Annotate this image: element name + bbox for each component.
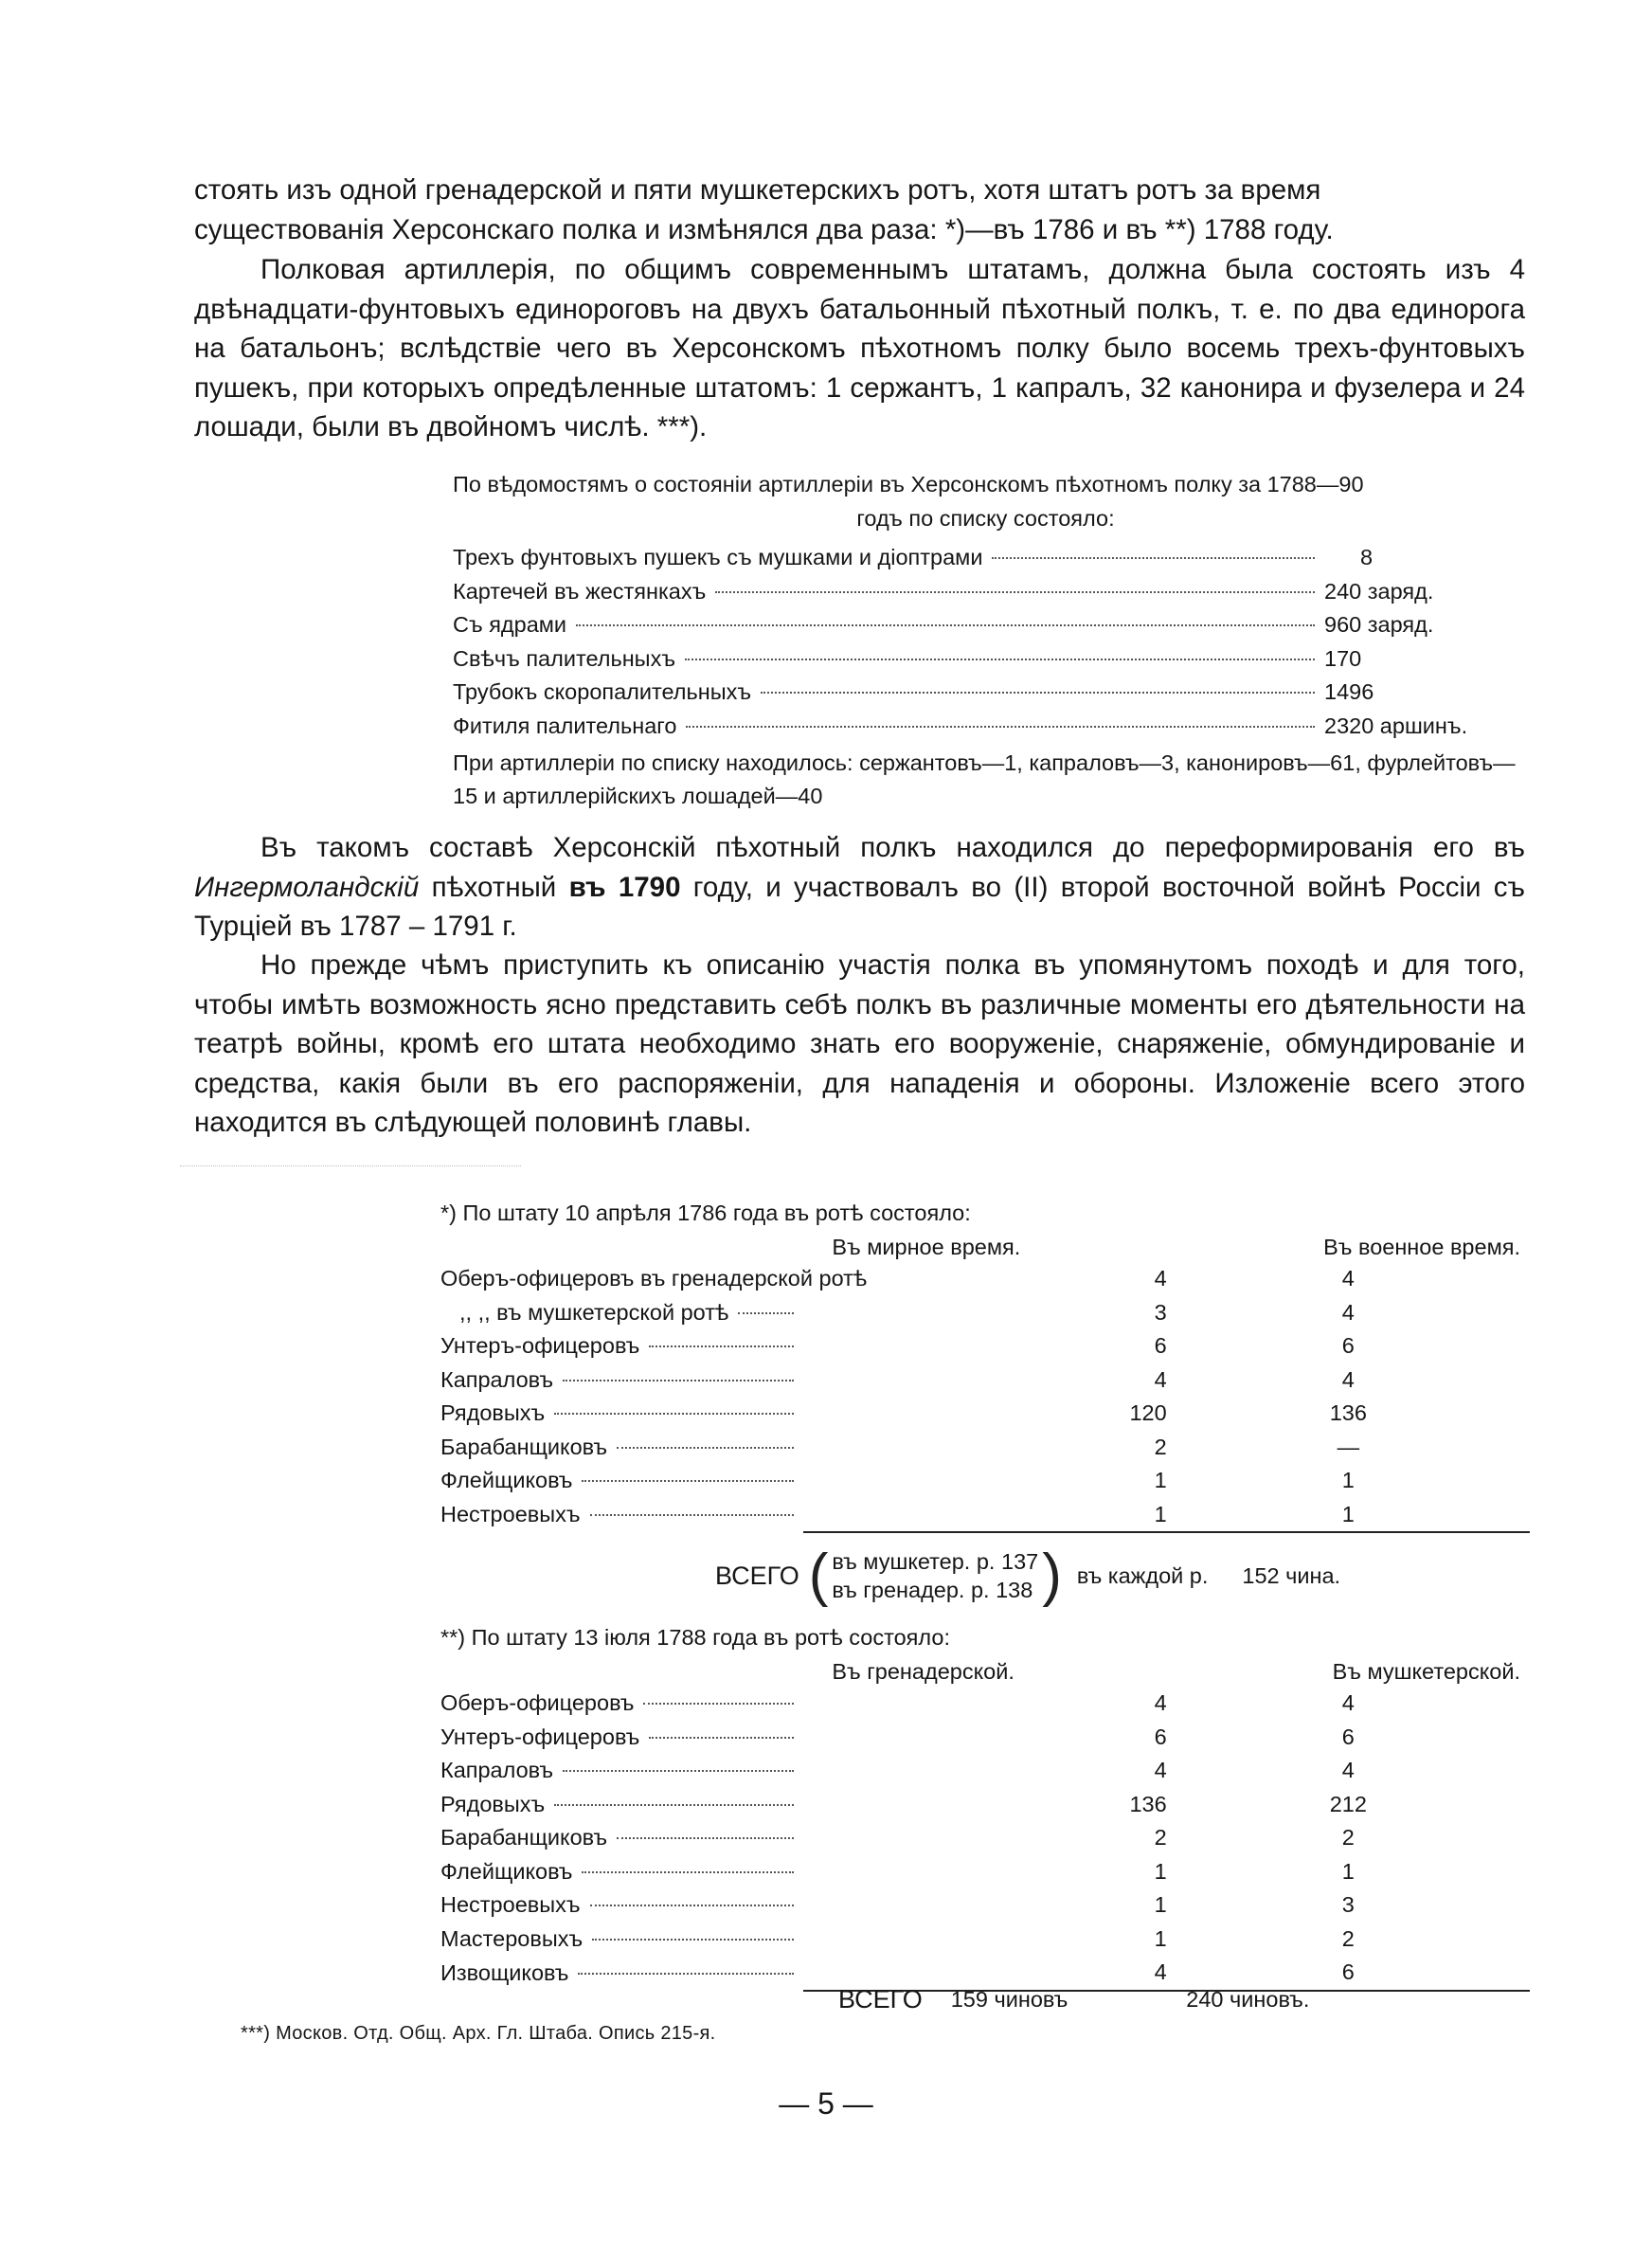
artillery-item-label: Свѣчъ палительныхъ [453,645,675,671]
leader-dots [649,1345,794,1347]
artillery-personnel-note: При артиллеріи по списку находилось: сержантовъ—1, капраловъ—3, канонировъ—61, фурлейтовъ—15 и артиллерійскихъ лошадей—40 [453,750,1516,808]
paragraph-3-part-3: пѣхотный [419,871,569,903]
total-musketeer: въ мушкетер. р. 137 [832,1549,1039,1574]
paragraph-1-line-1: стоять изъ одной гренадерской и пяти мушкетерскихъ ротъ, хотя штатъ ротъ за время [194,174,1321,206]
paragraph-1 [194,171,1525,249]
staff-1786-table [440,1232,1530,1533]
artillery-item-value: 8 [1360,545,1374,570]
total-grenadier: въ гренадер. р. 138 [832,1578,1033,1602]
leader-dots [643,1703,794,1705]
war-value: 1 [1341,1468,1355,1493]
leader-dots [649,1737,794,1739]
artillery-section [453,467,1518,813]
row-label: ,, ,, въ мушкетерской ротѣ [459,1299,729,1325]
row-label: Унтеръ-офицеровъ [440,1724,640,1749]
row-label: Барабанщиковъ [440,1825,608,1851]
leader-dots [992,557,1315,559]
artillery-item-value: 240 заряд. [1324,578,1434,604]
row-label: Барабанщиковъ [440,1434,608,1459]
leader-dots [578,1973,794,1975]
war-value: 4 [1341,1366,1355,1392]
footnote-archive-reference: ***) Москов. Отд. Общ. Арх. Гл. Штаба. Опись 215-я. [241,2023,716,2044]
artillery-item-value: 2320 аршинъ. [1324,713,1468,738]
year-bold: въ 1790 [568,871,681,903]
total-grenadier: 159 чиновъ [950,1987,1068,2012]
musketeer-value: 2 [1341,1925,1355,1951]
table-row [440,1363,1530,1398]
grenadier-value: 1 [1154,1925,1167,1951]
paragraph-2 [194,250,1525,447]
leader-dots [738,1312,794,1314]
paragraph-3-text [194,828,1525,947]
leader-dots [685,659,1315,660]
artillery-row [453,710,1518,744]
row-label: Унтеръ-офицеровъ [440,1333,640,1359]
column-grenadier: Въ гренадерской. [832,1658,1015,1684]
musketeer-value: 6 [1167,1956,1530,1991]
artillery-row [453,541,1518,575]
peace-value: 3 [1154,1299,1167,1325]
peace-value: 4 [1154,1266,1167,1291]
paragraph-2-text: Полковая артиллерія, по общимъ современнымъ штатамъ, должна была состоять изъ 4 двѣнадцати-фунтовыхъ единороговъ на двухъ батальонный пѣхотный полкъ, т. е. по два единорога на батальонъ; вслѣдствіе чего въ Херсонскомъ пѣхотномъ полку было восемь трехъ-фунтовыхъ пушекъ, при которыхъ опредѣленные штатомъ: 1 сержантъ, 1 капралъ, 32 канонира и фузелера и 24 лошади, были въ двойномъ числѣ. ***). [194,254,1525,442]
row-label: Оберъ-офицеровъ въ гренадерской ротѣ [440,1266,868,1291]
column-war-time: Въ военное время. [1323,1234,1520,1259]
war-value: 6 [1341,1333,1355,1359]
leader-dots [617,1447,794,1449]
total-label: ВСЕГО [838,1985,923,2013]
peace-value: 2 [1154,1434,1167,1459]
grenadier-value: 136 [1129,1791,1167,1816]
war-value: 136 [1329,1400,1367,1426]
musketeer-value: 2 [1341,1825,1355,1851]
artillery-row [453,676,1518,710]
table-row [440,1397,1530,1431]
artillery-item-label: Съ ядрами [453,612,567,638]
table-row [440,1262,1530,1296]
artillery-heading-line-1: По вѣдомостямъ о состояніи артиллеріи въ Херсонскомъ пѣхотномъ полку за 1788—90 [453,472,1364,497]
staff-1786-header [440,1232,1530,1262]
table-row [440,1754,1530,1788]
leader-dots [554,1804,794,1806]
right-brace: ) [1042,1543,1062,1608]
grenadier-value: 4 [1154,1758,1167,1783]
artillery-heading-line-2: годъ по списку состояло: [856,506,1115,531]
grenadier-value: 6 [1154,1724,1167,1749]
row-label: Нестроевыхъ [440,1502,581,1527]
grenadier-value: 4 [1154,1690,1167,1716]
total-breakdown [832,1547,1038,1604]
musketeer-value: 6 [1341,1724,1355,1749]
row-label: Флейщиковъ [440,1858,573,1884]
leader-dots [617,1837,794,1839]
table-row [440,1821,1530,1855]
paragraph-4-text: Но прежде чѣмъ приступить къ описанію участія полка въ упомянутомъ походѣ и для того, чтобы имѣть возможность ясно представить себѣ полкъ въ различные моменты его дѣятельности на театрѣ войны, кромѣ его штата необходимо знать его вооруженіе, снаряженіе, обмундированіе и средства, какія были въ его распоряженіи, для нападенія и обороны. Изложеніе всего этого находится въ слѣдующей половинѣ главы. [194,949,1525,1138]
artillery-item-label: Трехъ фунтовыхъ пушекъ съ мушками и діоптрами [453,545,983,570]
leader-dots [590,1905,795,1906]
paragraph-3-part-5: году, и участвовалъ во (II) второй восточной войнѣ Россіи съ Турціей въ 1787 – 1791 г. [194,871,1525,942]
row-label: Капраловъ [440,1758,554,1783]
staff-1786-total [715,1543,1530,1609]
table-row [440,1721,1530,1755]
war-value: — [1337,1434,1360,1459]
total-label: ВСЕГО [715,1561,799,1590]
faint-rule [180,1165,521,1166]
leader-dots [686,726,1315,728]
row-label: Капраловъ [440,1366,554,1392]
paragraph-3 [194,828,1525,947]
artillery-item-label: Фитиля палительнаго [453,713,677,738]
staff-1786-section [440,1196,1530,1533]
leader-dots [563,1770,794,1772]
grenadier-value: 1 [1154,1892,1167,1918]
table-row [440,1923,1530,1957]
staff-1788-table [440,1656,1530,1992]
total-each-company: въ каждой р. [1076,1562,1209,1588]
paragraph-3-part-1: Въ такомъ составѣ Херсонскій пѣхотный полкъ находился до переформированія его въ [260,832,1525,863]
total-musketeer: 240 чиновъ. [1186,1987,1310,2012]
row-label: Рядовыхъ [440,1791,546,1816]
table-row [440,1888,1530,1923]
staff-1788-header [440,1656,1530,1687]
total-war-time: 152 чина. [1242,1562,1341,1588]
artillery-item-label: Трубокъ скоропалительныхъ [453,679,752,705]
leader-dots [761,692,1315,694]
musketeer-value: 212 [1329,1791,1367,1816]
paragraph-1-line-2: существованія Херсонскаго полка и измѣнялся два раза: *)—въ 1786 и въ **) 1788 году. [194,213,1334,245]
row-label: Рядовыхъ [440,1400,546,1426]
row-label: Нестроевыхъ [440,1892,581,1918]
musketeer-value: 4 [1341,1758,1355,1783]
peace-value: 6 [1154,1333,1167,1359]
musketeer-value: 4 [1341,1690,1355,1716]
artillery-row [453,642,1518,677]
war-value: 4 [1341,1299,1355,1325]
column-peace-time: Въ мирное время. [832,1234,1021,1259]
musketeer-value: 3 [1341,1892,1355,1918]
peace-value: 1 [803,1498,1166,1533]
leader-dots [590,1514,795,1516]
grenadier-value: 4 [803,1956,1166,1991]
staff-1786-title: *) По штату 10 апрѣля 1786 года въ ротѣ состояло: [440,1201,971,1225]
column-musketeer: Въ мушкетерской. [1332,1658,1520,1684]
table-row [440,1687,1530,1721]
staff-1788-title: **) По штату 13 іюля 1788 года въ ротѣ состояло: [440,1625,950,1650]
table-row [440,1788,1530,1822]
staff-1788-section [440,1620,1530,1992]
leader-dots [554,1413,794,1415]
regiment-name-italic: Ингермоландскій [194,871,420,903]
grenadier-value: 1 [1154,1858,1167,1884]
war-value: 4 [1341,1266,1355,1291]
page-number: — 5 — [779,2086,873,2121]
peace-value: 4 [1154,1366,1167,1392]
table-row [440,1431,1530,1465]
paragraph-4 [194,946,1525,1143]
artillery-item-value: 170 [1324,645,1362,671]
table-row [440,1855,1530,1889]
artillery-row [453,575,1518,609]
table-row [440,1464,1530,1498]
leader-dots [582,1480,794,1482]
table-row [440,1498,1530,1533]
left-brace: ( [808,1543,829,1608]
artillery-item-value: 1496 [1324,679,1374,705]
table-row [440,1296,1530,1330]
artillery-table [453,541,1518,743]
row-label: Оберъ-офицеровъ [440,1690,635,1716]
row-label: Извощиковъ [440,1959,569,1985]
musketeer-value: 1 [1341,1858,1355,1884]
leader-dots [563,1380,794,1381]
artillery-row [453,608,1518,642]
row-label: Флейщиковъ [440,1468,573,1493]
grenadier-value: 2 [1154,1825,1167,1851]
leader-dots [576,624,1315,626]
leader-dots [715,591,1315,593]
leader-dots [582,1871,794,1873]
staff-1788-total [440,1985,1530,2014]
artillery-item-value: 960 заряд. [1324,612,1434,638]
peace-value: 1 [1154,1468,1167,1493]
artillery-heading [453,467,1518,535]
row-label: Мастеровыхъ [440,1925,584,1951]
table-row [440,1329,1530,1363]
artillery-item-label: Картечей въ жестянкахъ [453,578,707,604]
war-value: 1 [1167,1498,1530,1533]
peace-value: 120 [1129,1400,1167,1426]
leader-dots [592,1939,794,1941]
